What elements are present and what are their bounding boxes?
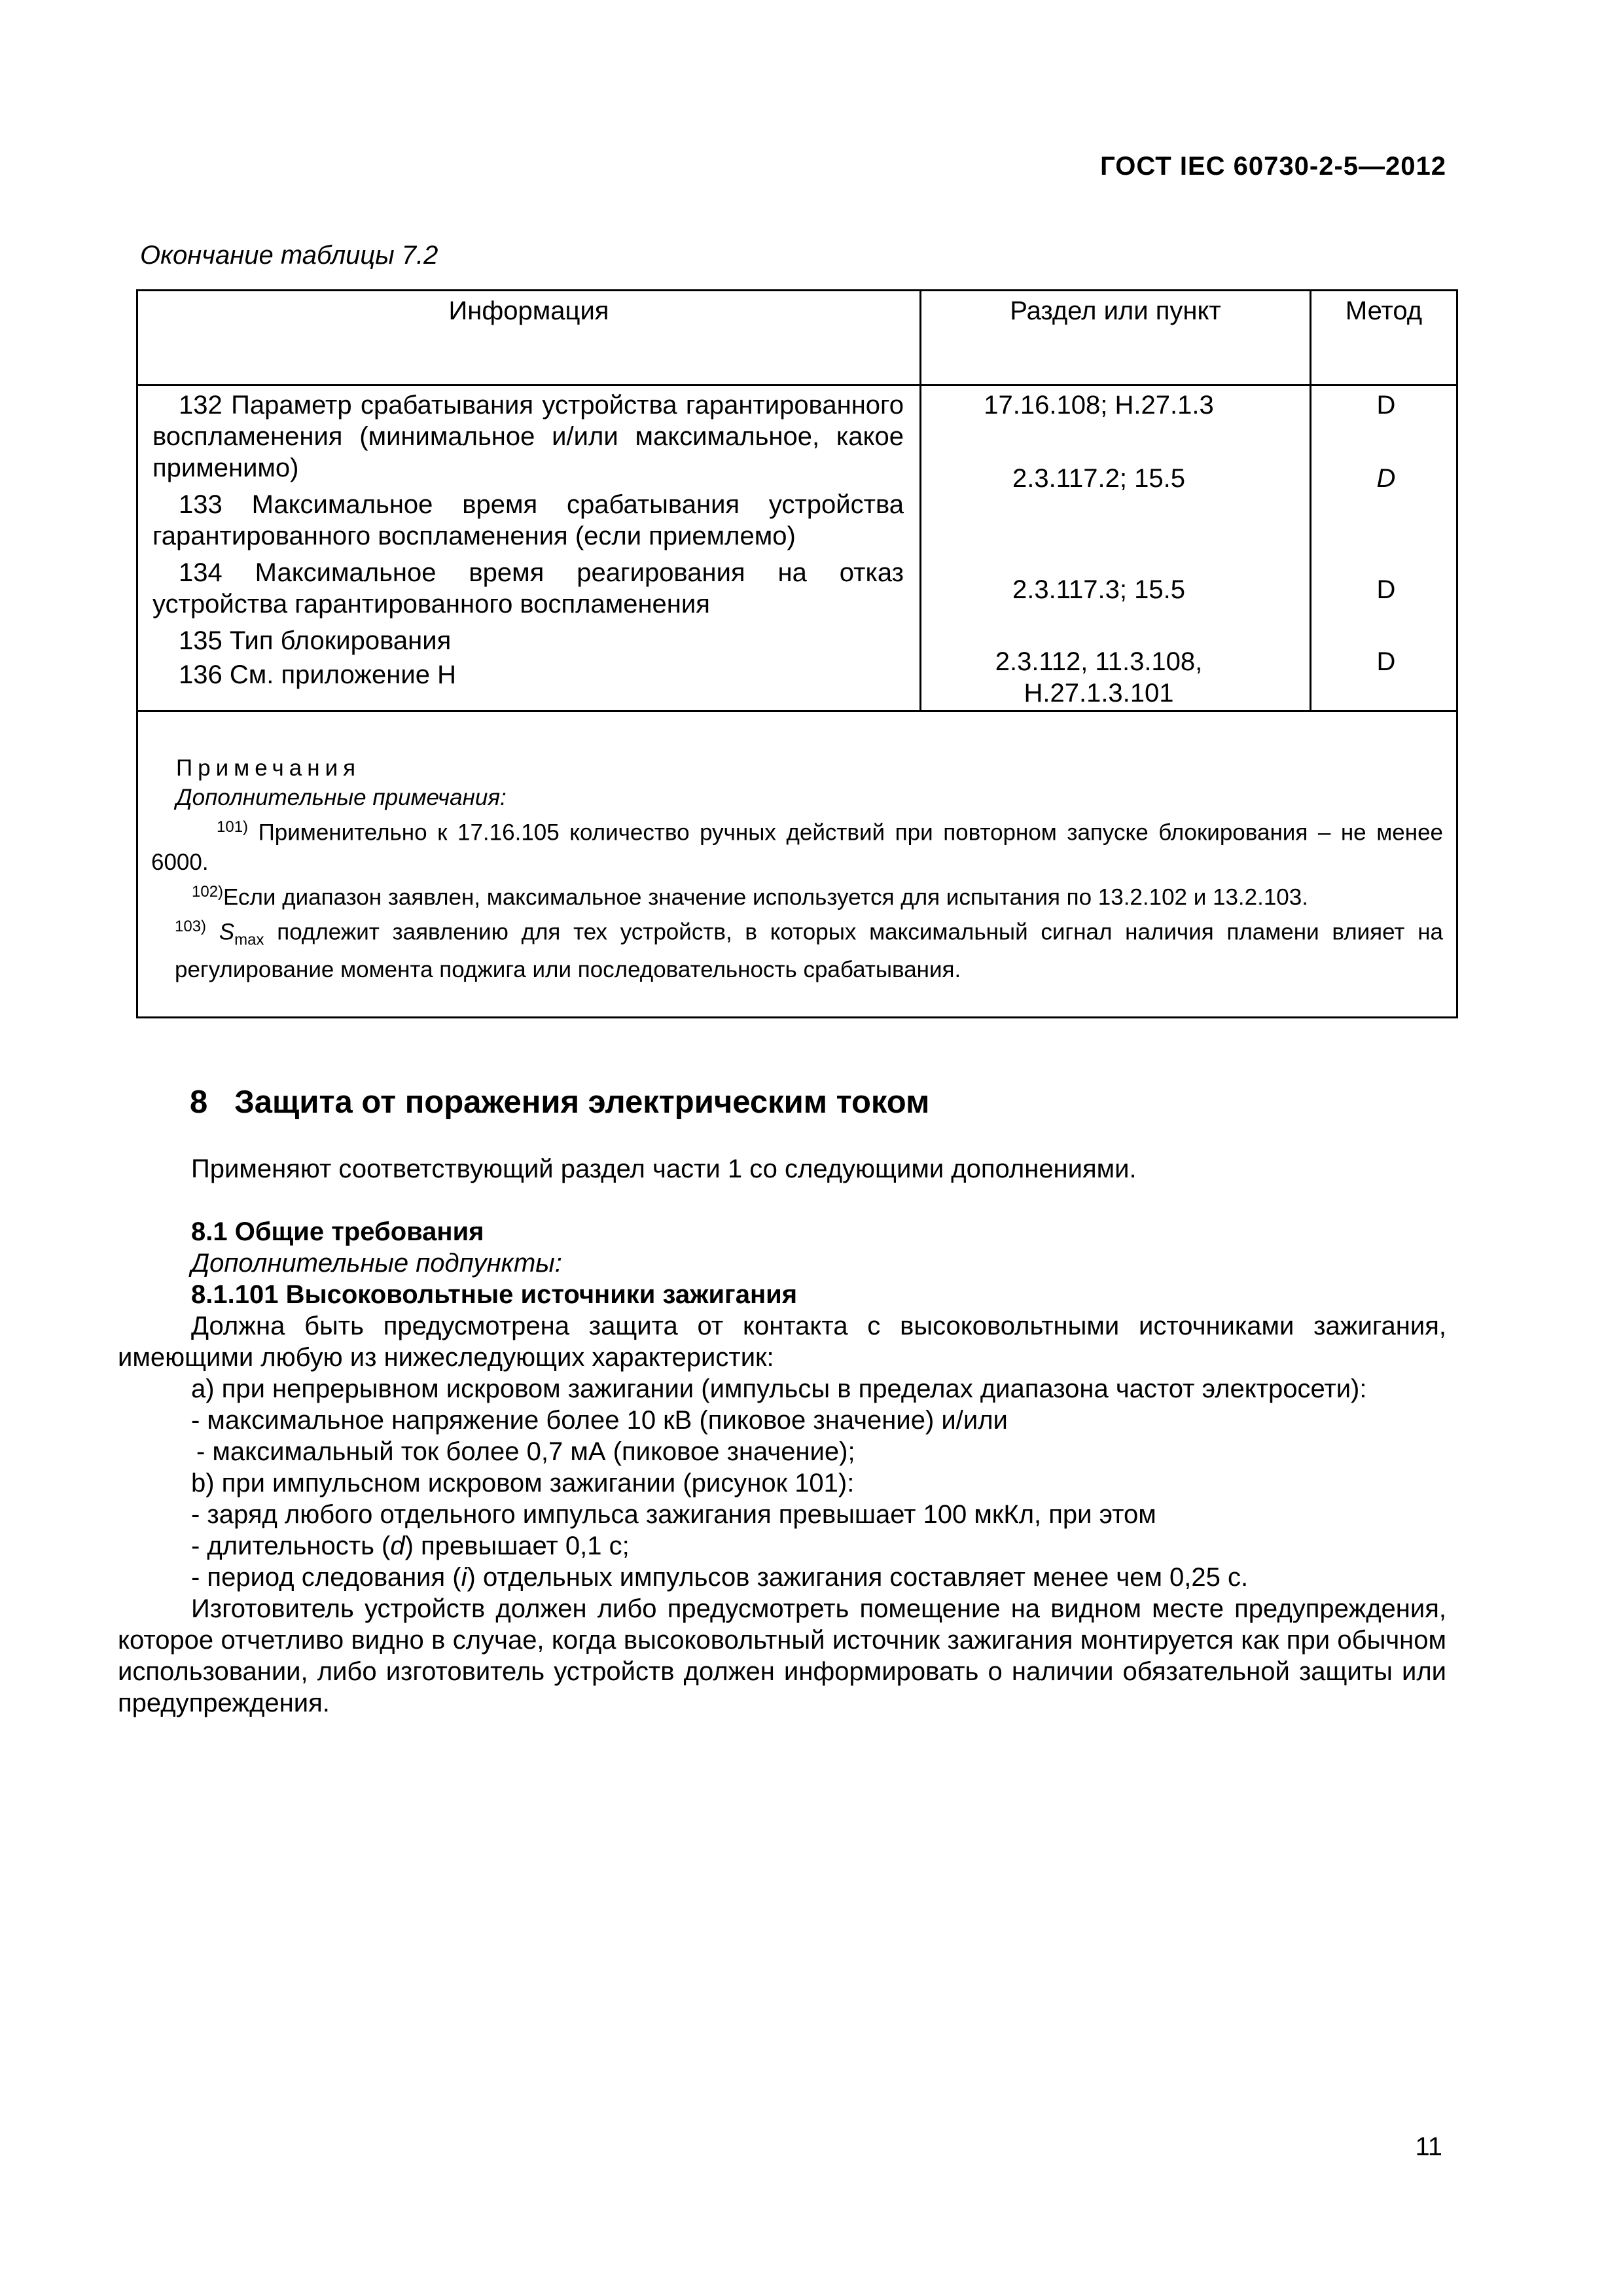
section-ref-136-line1: 2.3.112, 11.3.108, (995, 647, 1203, 676)
header-divider (138, 384, 1456, 386)
item-b-3-post: ) отдельных импульсов зажигания составляет менее чем 0,25 с. (467, 1563, 1249, 1592)
note-103-subscript: max (234, 931, 264, 949)
section-8-heading: 8 Защита от поражения электрическим током (190, 1085, 930, 1120)
item-b: b) при импульсном искровом зажигании (рисунок 101): (191, 1469, 855, 1498)
notes-title: Примечания (176, 755, 361, 781)
column-divider (1310, 291, 1311, 712)
info-item-136: 136 См. приложение Н (179, 660, 456, 689)
info-item-135: 135 Тип блокирования (179, 626, 452, 655)
notes-subtitle: Дополнительные примечания: (176, 785, 507, 810)
paragraph-protection: Должна быть предусмотрена защита от контакта с высоковольтными источниками зажигания, имеющими любую из нижеследующих характеристик: (118, 1312, 1446, 1372)
header-section: Раздел или пункт (1010, 296, 1221, 325)
method-134: D (1376, 575, 1396, 604)
note-102-text: Если диапазон заявлен, максимальное значение используется для испытания по 13.2.102 и 13.2.103. (223, 884, 1308, 910)
document-id: ГОСТ IEC 60730-2-5—2012 (1100, 152, 1446, 181)
item-b-2-post: ) превышает 0,1 с; (404, 1532, 630, 1560)
note-103 (175, 912, 1443, 984)
item-a-1: - максимальное напряжение более 10 кВ (пиковое значение) и/или (191, 1406, 1008, 1435)
item-b-1: - заряд любого отдельного импульса зажигания превышает 100 мкКл, при этом (191, 1500, 1156, 1529)
note-103-mark: 103) (175, 918, 207, 936)
item-a: а) при непрерывном искровом зажигании (импульсы в пределах диапазона частот электросети): (191, 1374, 1367, 1403)
section-8-body (118, 1216, 1446, 1719)
header-info: Информация (448, 296, 609, 325)
section-8-intro: Применяют соответствующий раздел части 1 со следующими дополнениями. (191, 1155, 1137, 1183)
subsection-8-1-101: 8.1.101 Высоковольтные источники зажигания (191, 1280, 798, 1309)
info-item-134: 134 Максимальное время реагирования на отказ устройства гарантированного воспламенения (152, 558, 904, 619)
info-column (152, 389, 904, 696)
header-method: Метод (1345, 296, 1423, 325)
method-136: D (1376, 647, 1396, 676)
note-103-text: подлежит заявлению для тех устройств, в которых максимальный сигнал наличия пламени влияет на регулирование момента поджига или последовательность срабатывания. (175, 919, 1443, 982)
page-number: 11 (1415, 2132, 1442, 2161)
table-7-2 (136, 289, 1458, 1018)
section-ref-132: 17.16.108; Н.27.1.3 (984, 391, 1214, 420)
item-b-2 (118, 1530, 1446, 1562)
note-102-mark: 102) (192, 882, 224, 901)
item-b-3-var: i (461, 1563, 467, 1592)
notes-divider (138, 710, 1456, 712)
section-ref-133: 2.3.117.2; 15.5 (1012, 464, 1185, 493)
subsection-8-1-note: Дополнительные подпункты: (191, 1249, 562, 1278)
subsection-8-1: 8.1 Общие требования (191, 1217, 484, 1246)
item-b-2-var: d (390, 1532, 405, 1560)
item-b-2-pre: - длительность ( (191, 1532, 391, 1560)
section-ref-136-line2: Н.27.1.3.101 (1024, 679, 1174, 708)
note-101-text: Применительно к 17.16.105 количество ручных действий при повторном запуске блокирования – не менее 6000. (151, 819, 1443, 875)
info-item-132: 132 Параметр срабатывания устройства гарантированного воспламенения (минимальное и/или максимальное, какое применимо) (152, 391, 904, 482)
section-ref-134: 2.3.117.3; 15.5 (1012, 575, 1185, 604)
info-item-133: 133 Максимальное время срабатывания устройства гарантированного воспламенения (если приемлемо) (152, 490, 904, 550)
note-101 (151, 812, 1443, 877)
item-a-2: - максимальный ток более 0,7 мА (пиковое значение); (196, 1437, 855, 1466)
paragraph-manufacturer: Изготовитель устройств должен либо предусмотреть помещение на видном месте предупреждения, которое отчетливо видно в случае, когда высоковольтный источник зажигания монтируется как при обычном использовании, либо изготовитель устройств должен информировать о наличии обязательной защиты или предупреждения. (118, 1594, 1446, 1717)
method-132: D (1376, 391, 1396, 420)
table-caption: Окончание таблицы 7.2 (140, 241, 438, 270)
note-102 (151, 877, 1443, 912)
note-101-mark: 101) (217, 818, 249, 836)
method-133: D (1376, 464, 1396, 493)
item-b-3-pre: - период следования ( (191, 1563, 461, 1592)
item-b-3 (118, 1562, 1446, 1593)
table-notes (151, 753, 1443, 984)
note-103-symbol: S (219, 919, 235, 945)
